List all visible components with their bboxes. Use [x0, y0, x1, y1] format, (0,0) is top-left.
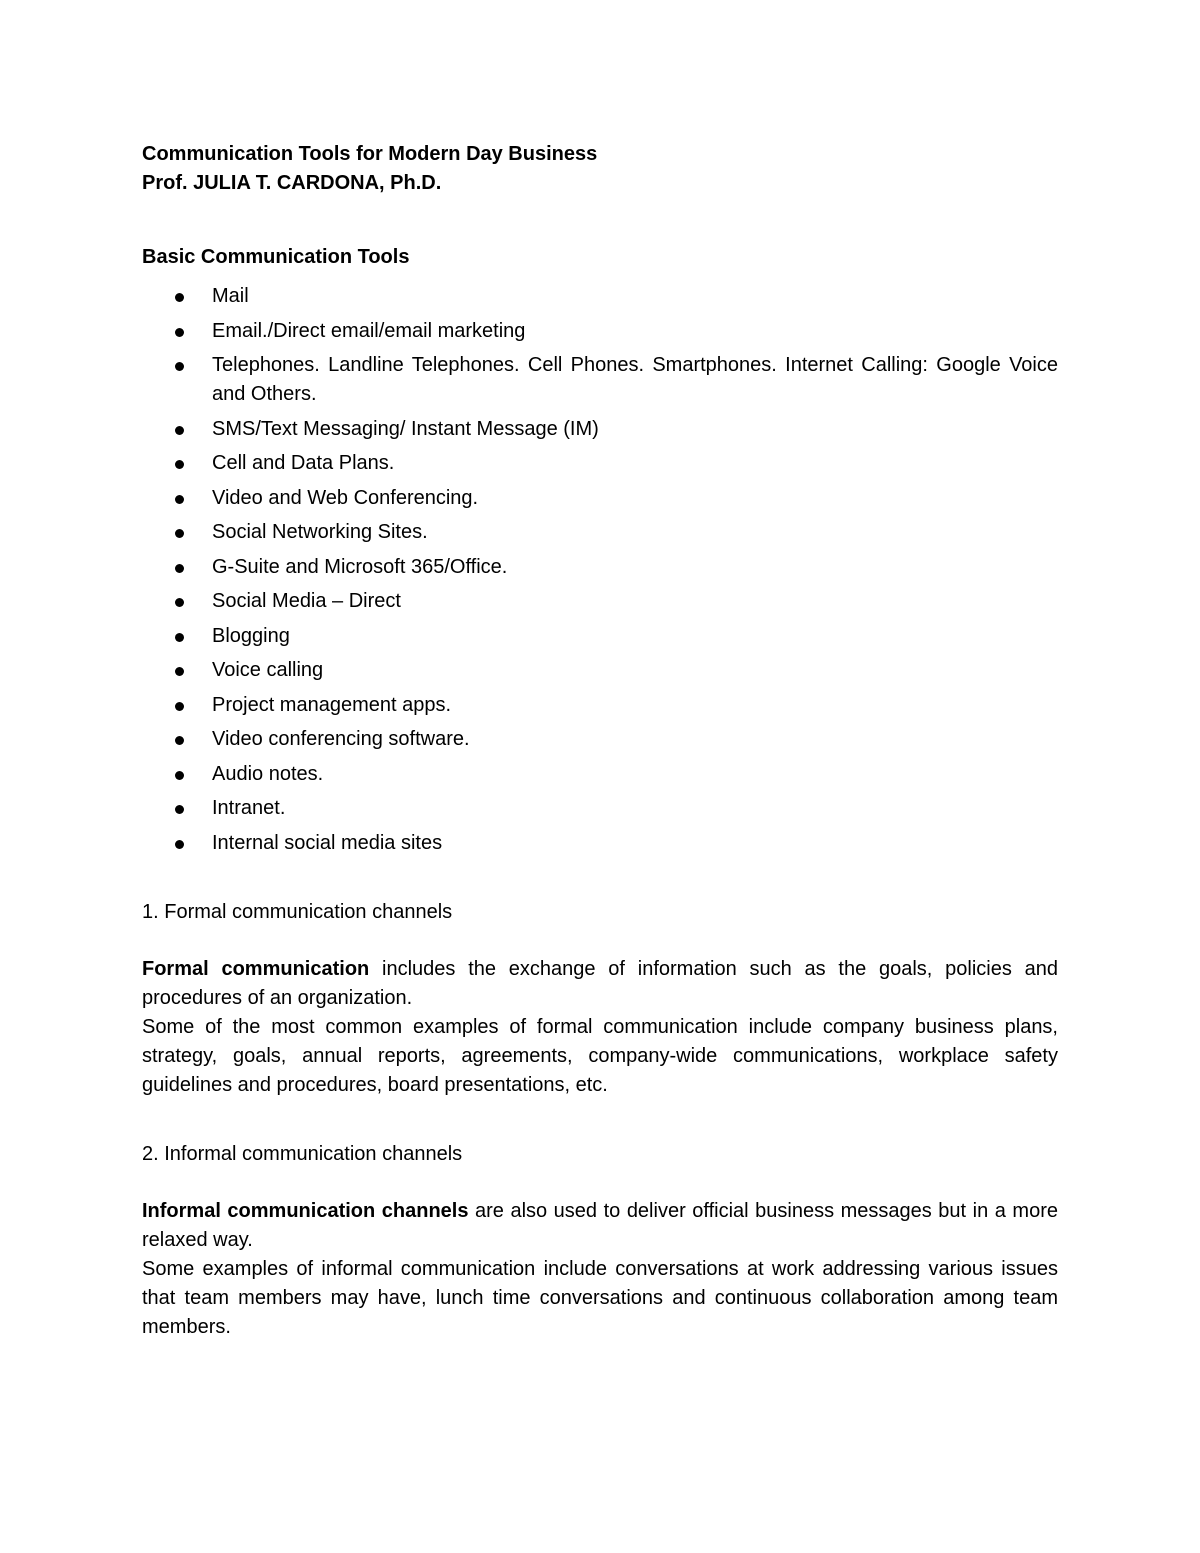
formal-definition	[142, 955, 1058, 1013]
list-item-text: Audio notes.	[212, 762, 324, 785]
basic-tools-heading: Basic Communication Tools	[142, 246, 410, 268]
informal-definition	[142, 1197, 1058, 1255]
list-item	[142, 691, 1058, 720]
list-item-text: Social Media – Direct	[212, 590, 401, 612]
spacer	[142, 198, 1058, 227]
list-item-text: Video conferencing software.	[212, 728, 470, 750]
bullet-icon	[175, 771, 184, 780]
list-item-text: Internal social media sites	[212, 831, 443, 854]
bullet-icon	[175, 293, 184, 302]
bullet-icon	[175, 598, 184, 607]
list-item	[142, 282, 1058, 311]
informal-heading: 2. Informal communication channels	[142, 1142, 463, 1165]
bullet-icon	[175, 426, 184, 435]
list-item-text: Project management apps.	[212, 693, 452, 716]
bullet-icon	[175, 495, 184, 504]
formal-heading: 1. Formal communication channels	[142, 900, 453, 923]
list-item	[142, 317, 1058, 346]
bullet-icon	[175, 736, 184, 745]
spacer	[142, 927, 1058, 955]
list-item-text: Video and Web Conferencing.	[212, 486, 479, 509]
list-item	[142, 415, 1058, 444]
list-item-text: Cell and Data Plans.	[212, 452, 395, 474]
spacer	[142, 1169, 1058, 1197]
bullet-icon	[175, 633, 184, 642]
tools-list	[142, 282, 1058, 858]
bullet-icon	[175, 702, 184, 711]
list-item	[142, 622, 1058, 651]
bullet-icon	[175, 529, 184, 538]
bullet-icon	[175, 328, 184, 337]
list-item-text: Blogging	[212, 624, 290, 647]
bullet-icon	[175, 805, 184, 814]
bullet-icon	[175, 564, 184, 573]
formal-term: Formal communication	[142, 957, 370, 980]
bullet-icon	[175, 460, 184, 469]
list-item-text: SMS/Text Messaging/ Instant Message (IM)	[212, 417, 599, 440]
list-item	[142, 794, 1058, 823]
list-item	[142, 656, 1058, 685]
bullet-icon	[175, 840, 184, 849]
list-item-text: Intranet.	[212, 797, 286, 819]
list-item	[142, 351, 1058, 409]
list-item	[142, 553, 1058, 582]
list-item	[142, 725, 1058, 754]
list-item-text: Mail	[212, 285, 249, 307]
formal-definition-text: includes the exchange of information such as the goals, policies and procedures of an organization.	[142, 957, 1058, 1009]
list-item-text: Voice calling	[212, 659, 324, 681]
list-item-text: Social Networking Sites.	[212, 521, 428, 543]
list-item	[142, 587, 1058, 616]
list-item-text: G-Suite and Microsoft 365/Office.	[212, 555, 508, 578]
informal-definition-text: are also used to deliver official business messages but in a more relaxed way.	[142, 1199, 1058, 1251]
bullet-icon	[175, 667, 184, 676]
document-author: Prof. JULIA T. CARDONA, Ph.D.	[142, 172, 442, 194]
informal-examples: Some examples of informal communication include conversations at work addressing various issues that team members may have, lunch time conversations and continuous collaboration among team members.	[142, 1257, 1058, 1338]
document-title: Communication Tools for Modern Day Business	[142, 143, 598, 165]
list-item-text: Telephones. Landline Telephones. Cell Phones. Smartphones. Internet Calling: Google Voice and Others.	[212, 354, 1058, 405]
formal-examples: Some of the most common examples of formal communication include company business plans, strategy, goals, annual reports, agreements, company-wide communications, workplace safety guidelines and procedures, board presentations, etc.	[142, 1015, 1058, 1096]
document-page	[142, 140, 1058, 1342]
bullet-icon	[175, 362, 184, 371]
list-item	[142, 760, 1058, 789]
list-item	[142, 449, 1058, 478]
list-item-text: Email./Direct email/email marketing	[212, 319, 526, 342]
list-item	[142, 829, 1058, 858]
informal-term: Informal communication channels	[142, 1199, 469, 1222]
spacer	[142, 227, 1058, 243]
list-item	[142, 518, 1058, 547]
list-item	[142, 484, 1058, 513]
